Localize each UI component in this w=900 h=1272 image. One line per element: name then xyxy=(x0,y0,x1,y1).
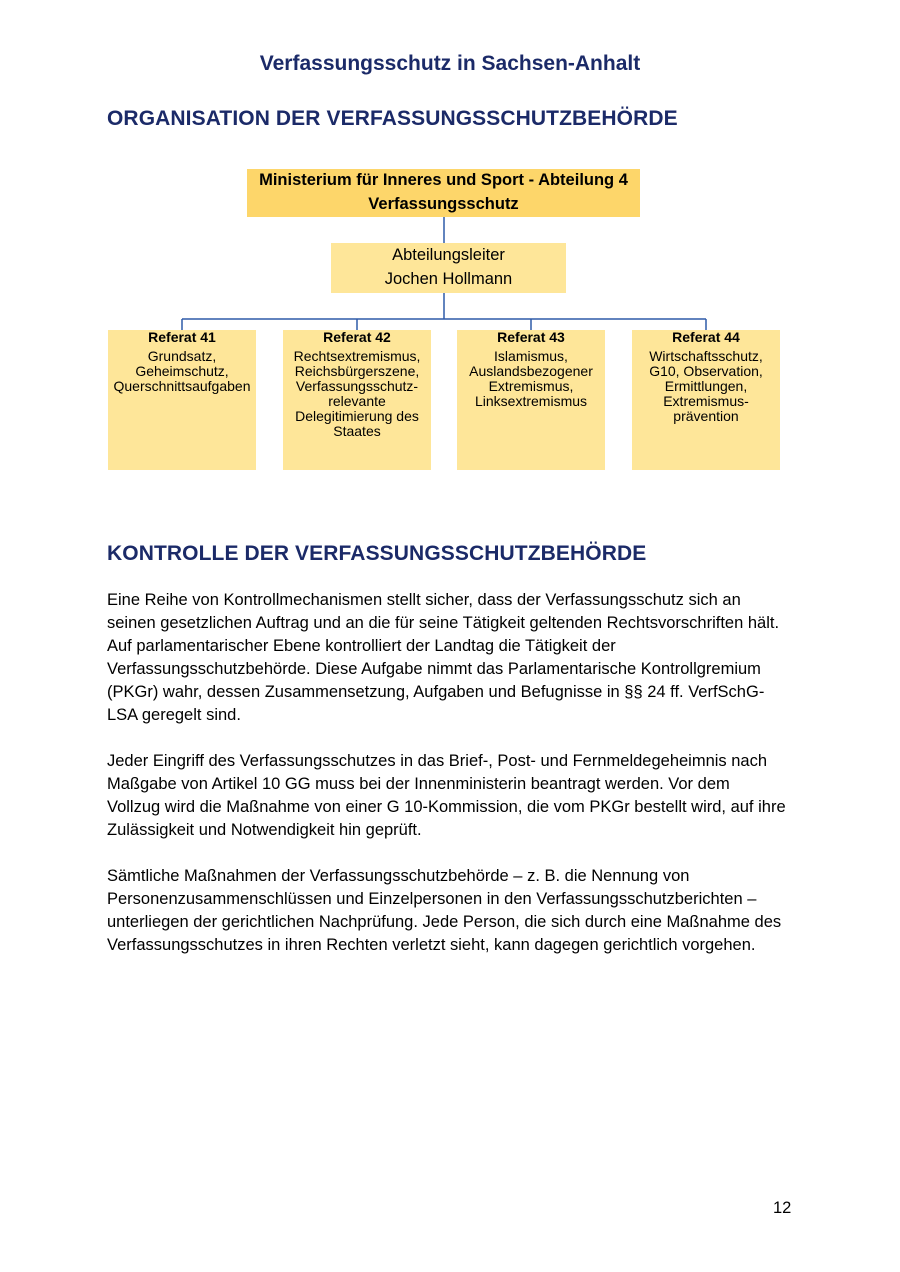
ministry-line2: Verfassungsschutz xyxy=(368,194,519,213)
referat-42-title: Referat 42 xyxy=(323,329,391,345)
kontrolle-paragraph-3: Sämtliche Maßnahmen der Verfassungsschutzbehörde – z. B. die Nennung von Personenzusammenschlüssen und Einzelpersonen in den Verfassungsschutzberichten – unterliegen der gerichtlichen Nachprüfung. Jede Person, die sich durch eine Maßnahme des Verfassungsschutzes in ihren Rechten verletzt sieht, kann dagegen gerichtlich vorgehen. xyxy=(107,867,782,954)
kontrolle-paragraph-1: Eine Reihe von Kontrollmechanismen stellt sicher, dass der Verfassungsschutz sich an seinen gesetzlichen Auftrag und an die für seine Tätigkeit geltenden Rechtsvorschriften hält. Auf parlamentarischer Ebene kontrolliert der Landtag die Tätigkeit der Verfassungsschutzbehörde. Diese Aufgabe nimmt das Parlamentarische Kontrollgremium (PKGr) wahr, dessen Zusammensetzung, Aufgaben und Befugnisse in §§ 24 ff. VerfSchG- LSA geregelt sind. xyxy=(107,591,780,724)
referat-44-box xyxy=(632,330,780,470)
referat-41-title: Referat 41 xyxy=(148,329,216,345)
organisation-heading: ORGANISATION DER VERFASSUNGSSCHUTZBEHÖRDE xyxy=(107,107,678,130)
referat-41-description: Grundsatz, Geheimschutz, Querschnittsaufgaben xyxy=(113,348,251,394)
page-number: 12 xyxy=(773,1199,792,1217)
ministry-line1: Ministerium für Inneres und Sport - Abteilung 4 xyxy=(259,171,628,189)
page-header-title: Verfassungsschutz in Sachsen-Anhalt xyxy=(259,52,641,75)
referat-44-description: Wirtschaftsschutz, G10, Observation, Ermittlungen, Extremismus- prävention xyxy=(649,348,763,424)
ministry-box xyxy=(247,169,640,217)
department-head-role: Abteilungsleiter xyxy=(392,246,505,264)
referat-44-title: Referat 44 xyxy=(672,329,740,345)
kontrolle-heading: KONTROLLE DER VERFASSUNGSSCHUTZBEHÖRDE xyxy=(107,542,647,565)
referat-43-description: Islamismus, Auslandsbezogener Extremismus, Linksextremismus xyxy=(469,348,593,409)
referat-43-box xyxy=(457,330,605,470)
referat-42-description: Rechtsextremismus, Reichsbürgerszene, Verfassungsschutz- relevante Delegitimierung des Staates xyxy=(293,348,421,439)
kontrolle-paragraph-2: Jeder Eingriff des Verfassungsschutzes in das Brief-, Post- und Fernmeldegeheimnis nach Maßgabe von Artikel 10 GG muss bei der Innenministerin beantragt werden. Vor dem Vollzug wird die Maßnahme von einer G 10-Kommission, die vom PKGr bestellt wird, auf ihre Zulässigkeit und Notwendigkeit hin geprüft. xyxy=(107,752,786,839)
department-head-name: Jochen Hollmann xyxy=(384,270,513,288)
department-head-box xyxy=(331,243,566,293)
referat-42-box xyxy=(283,330,431,470)
referat-43-title: Referat 43 xyxy=(497,329,565,345)
referat-41-box xyxy=(108,330,256,470)
